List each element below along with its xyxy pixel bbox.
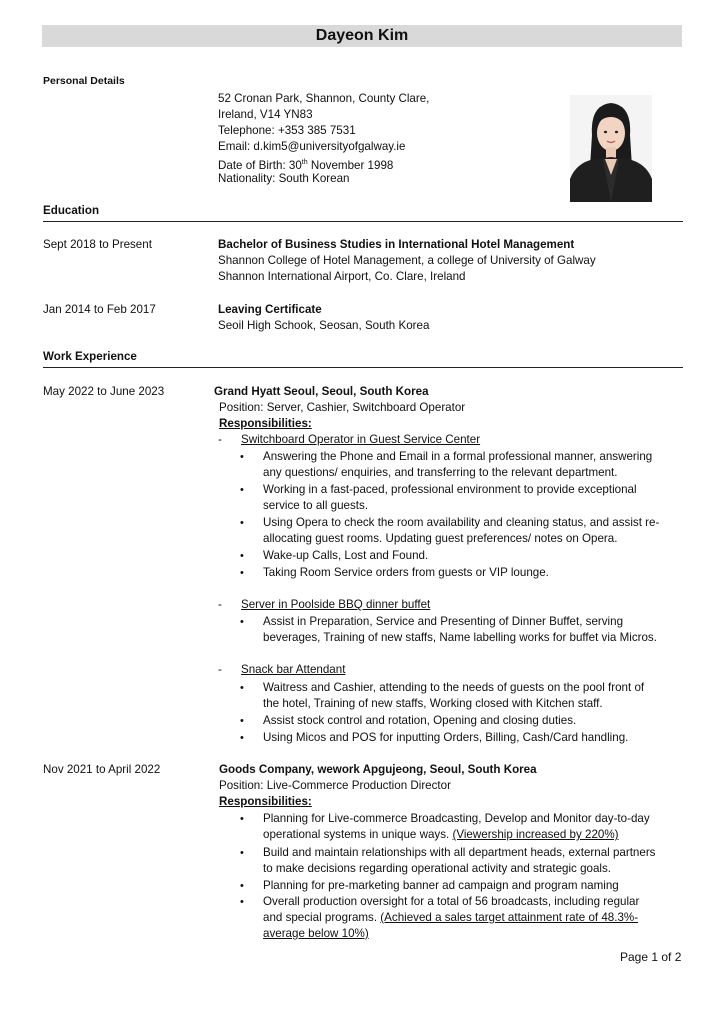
- bullet-text: Assist stock control and rotation, Opening and closing duties.: [263, 714, 577, 727]
- job-employer: Goods Company, wework Apgujeong, Seoul, South Korea: [219, 763, 537, 776]
- bullet-text: Using Opera to check the room availability and cleaning status, and assist re-: [263, 516, 660, 529]
- bullet-icon: •: [240, 880, 244, 892]
- bullet-text: allocating guest rooms. Updating guest preferences/ notes on Opera.: [263, 532, 618, 545]
- bullet-text: Taking Room Service orders from guests or VIP lounge.: [263, 566, 549, 579]
- education-college: Shannon College of Hotel Management, a college of University of Galway: [218, 254, 596, 267]
- viewership-highlight: (Viewership increased by 220%): [452, 828, 619, 841]
- role-dash: -: [218, 433, 222, 446]
- resume-name: Dayeon Kim: [42, 25, 682, 47]
- bullet-text: Using Micos and POS for inputting Orders, Billing, Cash/Card handling.: [263, 731, 629, 744]
- bullet-icon: •: [240, 682, 244, 694]
- education-degree: Leaving Certificate: [218, 303, 322, 316]
- bullet-text: Assist in Preparation, Service and Presenting of Dinner Buffet, serving: [263, 615, 624, 628]
- bullet-icon: •: [240, 616, 244, 628]
- bullet-icon: •: [240, 517, 244, 529]
- bullet-text: Waitress and Cashier, attending to the needs of guests on the pool front of: [263, 681, 645, 694]
- bullet-icon: •: [240, 451, 244, 463]
- bullet-icon: •: [240, 813, 244, 825]
- bullet-text: to make decisions regarding operational activity and strategic goals.: [263, 862, 612, 875]
- bullet-icon: •: [240, 550, 244, 562]
- role-dash: -: [218, 598, 222, 611]
- bullet-text: any questions/ enquiries, and transferring to the relevant department.: [263, 466, 618, 479]
- education-school: Seoil High Schook, Seosan, South Korea: [218, 319, 430, 332]
- bullet-text: operational systems in unique ways. (Viewership increased by 220%): [263, 828, 619, 841]
- bullet-text: Planning for Live-commerce Broadcasting, Develop and Monitor day-to-day: [263, 812, 650, 825]
- education-divider: [43, 221, 683, 222]
- address-line-1: 52 Cronan Park, Shannon, County Clare,: [218, 92, 430, 105]
- education-degree: Bachelor of Business Studies in International Hotel Management: [218, 238, 575, 251]
- date-of-birth: Date of Birth: 30th November 1998: [218, 158, 394, 172]
- role-title: Server in Poolside BBQ dinner buffet: [241, 598, 431, 611]
- nationality: Nationality: South Korean: [218, 172, 350, 185]
- job-employer: Grand Hyatt Seoul, Seoul, South Korea: [214, 385, 429, 398]
- bullet-icon: •: [240, 715, 244, 727]
- personal-details-title: Personal Details: [43, 75, 125, 87]
- work-experience-title: Work Experience: [43, 350, 137, 363]
- education-date: Jan 2014 to Feb 2017: [43, 303, 156, 316]
- responsibilities-label: Responsibilities:: [219, 795, 312, 808]
- bullet-text: service to all guests.: [263, 499, 369, 512]
- bullet-icon: •: [240, 567, 244, 579]
- job-position: Position: Live-Commerce Production Director: [219, 779, 451, 792]
- role-dash: -: [218, 663, 222, 676]
- telephone: Telephone: +353 385 7531: [218, 124, 356, 137]
- bullet-icon: •: [240, 896, 244, 908]
- job-position: Position: Server, Cashier, Switchboard Operator: [219, 401, 466, 414]
- bullet-text: beverages, Training of new staffs, Name labelling works for buffet via Micros.: [263, 631, 657, 644]
- bullet-text: Working in a fast-paced, professional environment to provide exceptional: [263, 483, 637, 496]
- bullet-text: Overall production oversight for a total of 56 broadcasts, including regular: [263, 895, 640, 908]
- bullet-icon: •: [240, 484, 244, 496]
- bullet-icon: •: [240, 847, 244, 859]
- bullet-text: Build and maintain relationships with all department heads, external partners: [263, 846, 656, 859]
- bullet-text: the hotel, Training of new staffs, Working closed with Kitchen staff.: [263, 697, 603, 710]
- bullet-text: and special programs. (Achieved a sales target attainment rate of 48.3%-: [263, 911, 639, 924]
- job-date: Nov 2021 to April 2022: [43, 763, 161, 776]
- role-title: Switchboard Operator in Guest Service Center: [241, 433, 481, 446]
- education-title: Education: [43, 204, 100, 217]
- profile-photo: [570, 95, 652, 202]
- responsibilities-label: Responsibilities:: [219, 417, 312, 430]
- role-title: Snack bar Attendant: [241, 663, 346, 676]
- education-location: Shannon International Airport, Co. Clare, Ireland: [218, 270, 466, 283]
- sales-highlight: (Achieved a sales target attainment rate of 48.3%-: [380, 911, 639, 924]
- bullet-text: average below 10%): [263, 927, 369, 940]
- education-date: Sept 2018 to Present: [43, 238, 152, 251]
- bullet-icon: •: [240, 732, 244, 744]
- address-line-2: Ireland, V14 YN83: [218, 108, 313, 121]
- job-date: May 2022 to June 2023: [43, 385, 165, 398]
- work-divider: [43, 367, 683, 368]
- bullet-text: Answering the Phone and Email in a formal professional manner, answering: [263, 450, 653, 463]
- bullet-text: Wake-up Calls, Lost and Found.: [263, 549, 429, 562]
- page-number: Page 1 of 2: [620, 950, 682, 964]
- bullet-text: Planning for pre-marketing banner ad campaign and program naming: [263, 879, 619, 892]
- email: Email: d.kim5@universityofgalway.ie: [218, 140, 406, 153]
